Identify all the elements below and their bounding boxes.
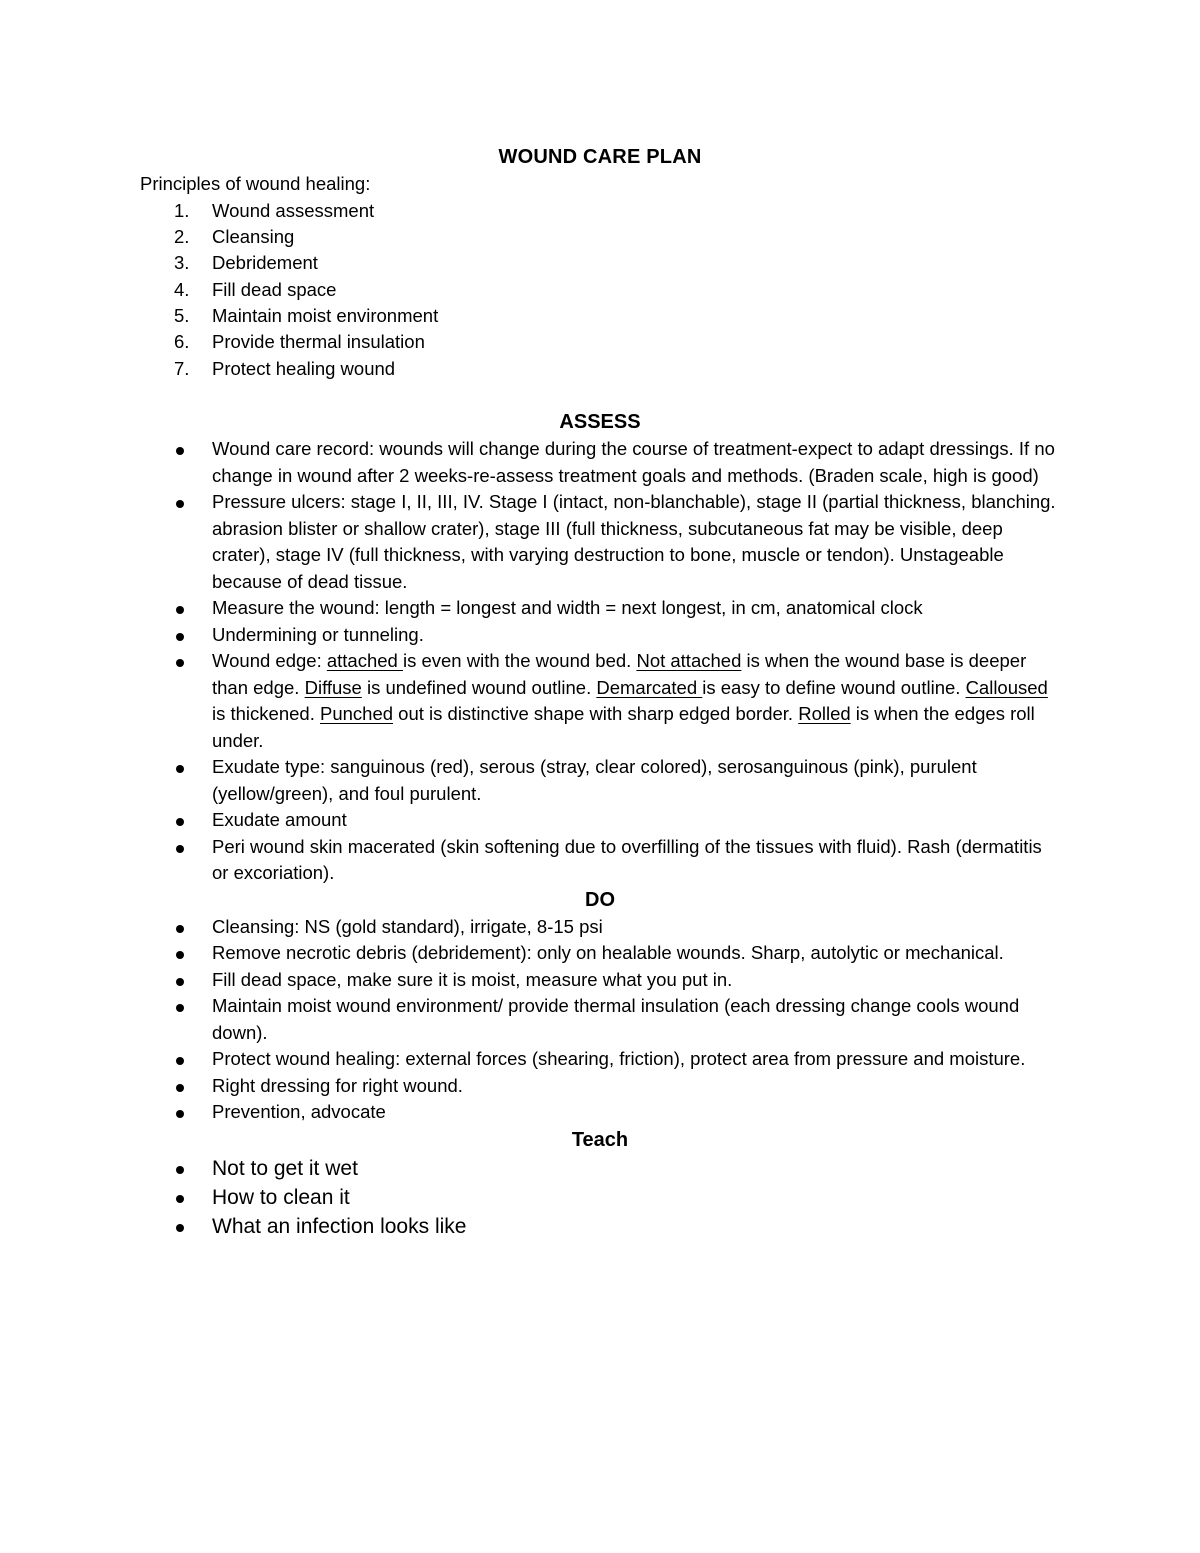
item-text: Measure the wound: length = longest and width = next longest, in cm, anatomical clock [212, 597, 923, 619]
bullet-icon [176, 1166, 184, 1174]
bullet-icon [176, 818, 184, 826]
bullet-icon [176, 1224, 184, 1232]
do-item [140, 914, 1060, 941]
principle-number: 6. [174, 331, 190, 353]
document-title: WOUND CARE PLAN [498, 146, 702, 168]
item-text: Prevention, advocate [212, 1101, 386, 1123]
underlined-term: Punched [319, 703, 394, 725]
item-text: Cleansing: NS (gold standard), irrigate, 8-15 psi [212, 915, 603, 937]
principle-item [140, 250, 1060, 276]
bullet-icon [176, 447, 184, 455]
item-text: Right dressing for right wound. [212, 1074, 463, 1096]
underlined-term: Rolled [798, 703, 851, 725]
item-text: How to clean it [212, 1185, 350, 1209]
bullet-icon [176, 978, 184, 986]
bullet-icon [176, 925, 184, 933]
item-text: Exudate amount [212, 809, 347, 831]
item-text: Fill dead space, make sure it is moist, measure what you put in. [212, 968, 733, 990]
bullet-icon [176, 951, 184, 959]
principle-item [140, 224, 1060, 250]
item-text: is thickened. [212, 703, 320, 725]
item-text: Exudate type: sanguinous (red), serous (stray, clear colored), serosanguinous (pink), purulent (yellow/green), and foul purulent. [212, 756, 977, 804]
underlined-term: Calloused [965, 676, 1048, 698]
principle-item [140, 277, 1060, 303]
bullet-icon [176, 765, 184, 773]
principles-intro: Principles of wound healing: [140, 173, 371, 194]
teach-list [140, 1154, 1060, 1241]
bullet-icon [176, 1084, 184, 1092]
principle-number: 7. [174, 357, 190, 379]
item-text: is undefined wound outline. [361, 676, 597, 698]
item-text: Wound edge: [212, 650, 327, 672]
do-heading: DO [585, 888, 615, 911]
principle-text: Wound assessment [212, 199, 375, 221]
do-item [140, 993, 1060, 1046]
assess-item [140, 436, 1060, 489]
item-text: Protect wound healing: external forces (shearing, friction), protect area from pressure and moisture. [212, 1048, 1026, 1070]
item-text: Undermining or tunneling. [212, 623, 424, 645]
item-text: What an infection looks like [212, 1214, 467, 1238]
assess-item [140, 489, 1060, 595]
item-text: Maintain moist wound environment/ provide thermal insulation (each dressing change cools wound down). [212, 995, 1020, 1043]
assess-item [140, 834, 1060, 887]
principle-item [140, 329, 1060, 355]
principle-item [140, 356, 1060, 382]
bullet-icon [176, 500, 184, 508]
item-text: Peri wound skin macerated (skin softening due to overfilling of the tissues with fluid). Rash (dermatitis or excoriation). [212, 835, 1042, 884]
underlined-term: Demarcated [596, 676, 703, 698]
teach-item [140, 1154, 1060, 1183]
principle-text: Debridement [212, 252, 318, 274]
do-item [140, 967, 1060, 994]
bullet-icon [176, 1057, 184, 1065]
do-item [140, 1046, 1060, 1073]
item-text: Not to get it wet [212, 1156, 358, 1180]
bullet-icon [176, 659, 184, 667]
item-text: Pressure ulcers: stage I, II, III, IV. Stage I (intact, non-blanchable), stage II (partial thickness, blanching. abrasion blister or shallow crater), stage III (full thickness, subcutaneous fat may be visible, deep crater), stage IV (full thickness, with varying destruction to bone, muscle or tendon). Unstageable because of dead tissue. [212, 491, 1056, 592]
principle-number: 2. [174, 225, 190, 247]
assess-list [140, 436, 1060, 887]
assess-item [140, 595, 1060, 622]
principle-number: 1. [174, 199, 190, 221]
principles-list [140, 198, 1060, 383]
assess-item [140, 648, 1060, 754]
bullet-icon [176, 1195, 184, 1203]
do-item [140, 1073, 1060, 1100]
bullet-icon [176, 1110, 184, 1118]
assess-item [140, 807, 1060, 834]
principle-text: Maintain moist environment [212, 305, 439, 327]
underlined-term: Not attached [636, 650, 742, 672]
do-item [140, 1099, 1060, 1126]
item-text: Wound care record: wounds will change during the course of treatment-expect to adapt dressings. If no change in wound after 2 weeks-re-assess treatment goals and methods. (Braden scale, high is good) [212, 438, 1055, 486]
principle-text: Protect healing wound [212, 357, 396, 379]
item-text: is when the wound base is deeper than edge. [212, 650, 1027, 698]
underlined-term: Diffuse [304, 676, 362, 698]
do-item [140, 940, 1060, 967]
assess-item [140, 754, 1060, 807]
principle-text: Provide thermal insulation [212, 331, 425, 353]
do-list [140, 914, 1060, 1126]
bullet-icon [176, 606, 184, 614]
teach-item [140, 1212, 1060, 1241]
bullet-icon [176, 633, 184, 641]
item-text: Remove necrotic debris (debridement): only on healable wounds. Sharp, autolytic or mechanical. [212, 942, 1004, 964]
bullet-icon [176, 1004, 184, 1012]
principle-item [140, 198, 1060, 224]
principle-text: Fill dead space [212, 278, 337, 300]
principle-number: 3. [174, 252, 190, 274]
underlined-term: attached [326, 650, 403, 672]
bullet-icon [176, 845, 184, 853]
item-text: out is distinctive shape with sharp edged border. [393, 703, 799, 725]
document-content [140, 144, 1060, 1241]
assess-item [140, 622, 1060, 649]
teach-item [140, 1183, 1060, 1212]
principle-item [140, 303, 1060, 329]
principle-number: 5. [174, 305, 190, 327]
principle-number: 4. [174, 278, 190, 300]
principle-text: Cleansing [212, 225, 295, 247]
item-text: is when the edges roll under. [212, 703, 1035, 751]
item-text: is easy to define wound outline. [702, 676, 966, 698]
assess-heading: ASSESS [559, 411, 641, 434]
teach-heading: Teach [571, 1128, 629, 1151]
item-text: is even with the wound bed. [402, 650, 637, 672]
